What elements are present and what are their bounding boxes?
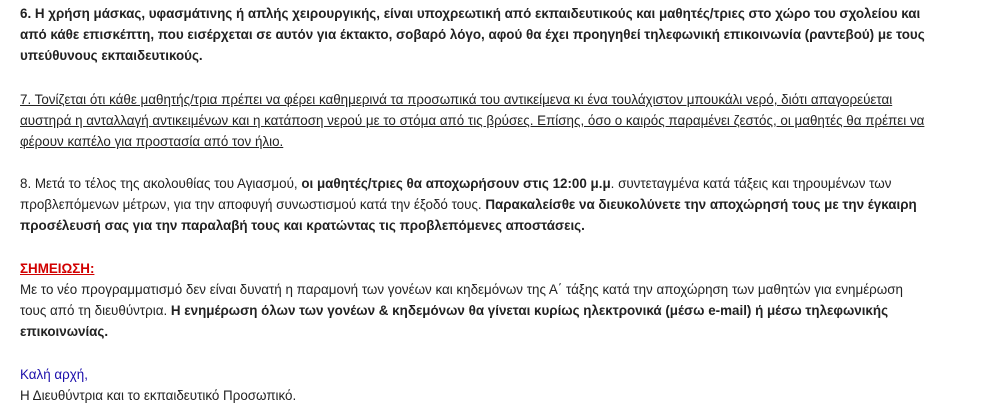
note-line: Με το νέο προγραμματισμό δεν είναι δυνατή η παραμονή των γονέων και κηδεμόνων της Α΄ τάξης κατά την αποχώρηση των μαθητών για ενημέρωση: [20, 282, 903, 297]
closing-section: [20, 364, 972, 406]
item-8-text: 8. Μετά το τέλος της ακολουθίας του Αγιασμού,: [20, 176, 302, 191]
item-7-line: φέρουν καπέλο για προστασία από τον ήλιο.: [20, 134, 284, 149]
item-7-line: 7. Τονίζεται ότι κάθε μαθητής/τρια πρέπει να φέρει καθημερινά τα προσωπικά του αντικείμενα κι ένα τουλάχιστον μπουκάλι νερό, διότι απαγορεύεται: [20, 92, 893, 107]
item-8-text: . συντεταγμένα κατά τάξεις και τηρουμένων των: [610, 176, 892, 191]
note-emphasis: Η ενημέρωση όλων των γονέων & κηδεμόνων θα γίνεται κυρίως ηλεκτρονικά (μέσω e-mail) ή μέσω τηλεφωνικής: [170, 303, 889, 318]
item-7-personal-items-rule: [20, 89, 972, 152]
item-7-line: αυστηρά η ανταλλαγή αντικειμένων και η κατάποση νερού με το στόμα από τις βρύσες. Επίσης, όσο ο καιρός παραμένει ζεστός, οι μαθητές θα πρέπει να: [20, 113, 925, 128]
item-6-line: 6. Η χρήση μάσκας, υφασμάτινης ή απλής χειρουργικής, είναι υποχρεωτική από εκπαιδευτικούς και μαθητές/τριες στο χώρο του σχολείου και: [20, 6, 921, 21]
item-8-line: προσέλευσή σας για την παραλαβή τους και κρατώντας τις προβλεπόμενες αποστάσεις.: [20, 218, 585, 233]
item-6-line: υπεύθυνους εκπαιδευτικούς.: [20, 48, 203, 63]
item-8-dismissal-info: [20, 173, 972, 236]
item-8-line: [20, 173, 972, 194]
signature: Η Διευθύντρια και το εκπαιδευτικό Προσωπικό.: [20, 388, 297, 403]
note-text: τους από τη διευθύντρια.: [20, 303, 171, 318]
item-8-dismissal-time: οι μαθητές/τριες θα αποχωρήσουν στις 12:00 μ.μ: [301, 176, 611, 191]
note-section: [20, 258, 972, 342]
note-line: επικοινωνίας.: [20, 324, 109, 339]
note-line: [20, 300, 972, 321]
item-6-mask-rule: [20, 3, 972, 66]
item-8-request: Παρακαλείσθε να διευκολύνετε την αποχώρησή τους με την έγκαιρη: [485, 197, 917, 212]
item-8-line: [20, 194, 972, 215]
greeting: Καλή αρχή,: [20, 367, 88, 382]
item-8-text: προβλεπόμενων μέτρων, για την αποφυγή συνωστισμού κατά την έξοδό τους.: [20, 197, 486, 212]
note-heading: ΣΗΜΕΙΩΣΗ:: [20, 261, 95, 276]
item-6-line: από κάθε επισκέπτη, που εισέρχεται σε αυτόν για έκτακτο, σοβαρό λόγο, αφού θα έχει προηγηθεί τηλεφωνική επικοινωνία (ραντεβού) με τους: [20, 27, 925, 42]
